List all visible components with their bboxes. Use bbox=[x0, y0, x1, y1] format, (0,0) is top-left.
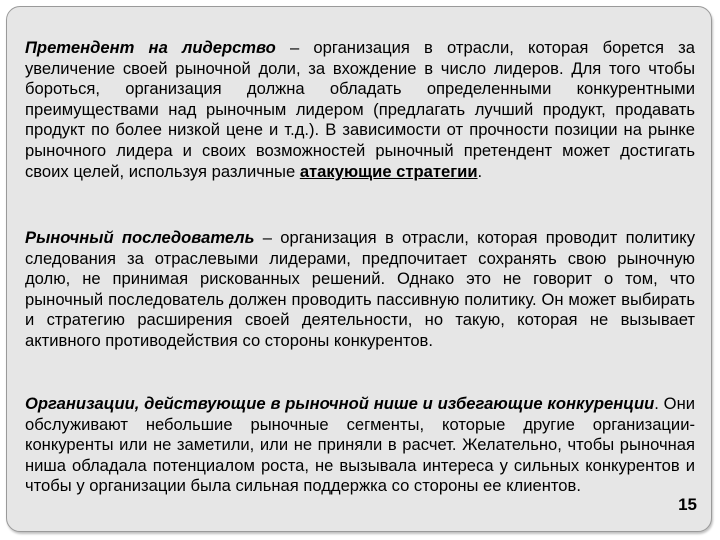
paragraph-text: . Они обслуживают небольшие рыночные сегменты, которые другие организации-конкуренты или не заметили, или не приняли в расчет. Желательно, чтобы рыночная ниша обладала потенциалом роста, не вызывала интереса у сильных конкурентов и чтобы у организации была сильная поддержка со стороны ее клиентов. bbox=[25, 394, 696, 496]
term-market-challenger: Претендент на лидерство bbox=[25, 38, 276, 57]
slide-card bbox=[6, 6, 712, 532]
page-number: 15 bbox=[678, 495, 697, 514]
term-market-nicher: Организации, действующие в рыночной нише и избегающие конкуренции bbox=[25, 394, 655, 413]
paragraph-text: – организация в отрасли, которая борется за увеличение своей рыночной доли, за вхождение в число лидеров. Для того чтобы бороться, организация должна обладать определенными конкурентными преимуществами над рыночным лидером (предлагать лучший продукт, продавать продукт по более низкой цене и т.д.). В зависимости от прочности позиции на рынке рыночного лидера и своих возможностей рыночный претендент может достигать своих целей, используя различные bbox=[25, 38, 695, 181]
paragraph-text: – организация в отрасли, которая проводит политику следования за отраслевыми лидерами, предпочитает сохранять свою рыночную долю, не принимая рискованных решений. Однако это не говорит о том, что рыночный последователь должен проводить пассивную политику. Он может выбирать и стратегию расширения своей деятельности, но такую, которая не вызывает активного противодействия со стороны конкурентов. bbox=[25, 228, 695, 350]
term-attack-strategies: атакующие стратегии bbox=[299, 161, 478, 181]
paragraph-market-nicher bbox=[25, 394, 695, 497]
term-market-follower: Рыночный последователь bbox=[25, 228, 255, 247]
paragraph-market-follower bbox=[25, 228, 695, 352]
paragraph-market-challenger bbox=[25, 38, 695, 182]
paragraph-end: . bbox=[477, 161, 483, 181]
